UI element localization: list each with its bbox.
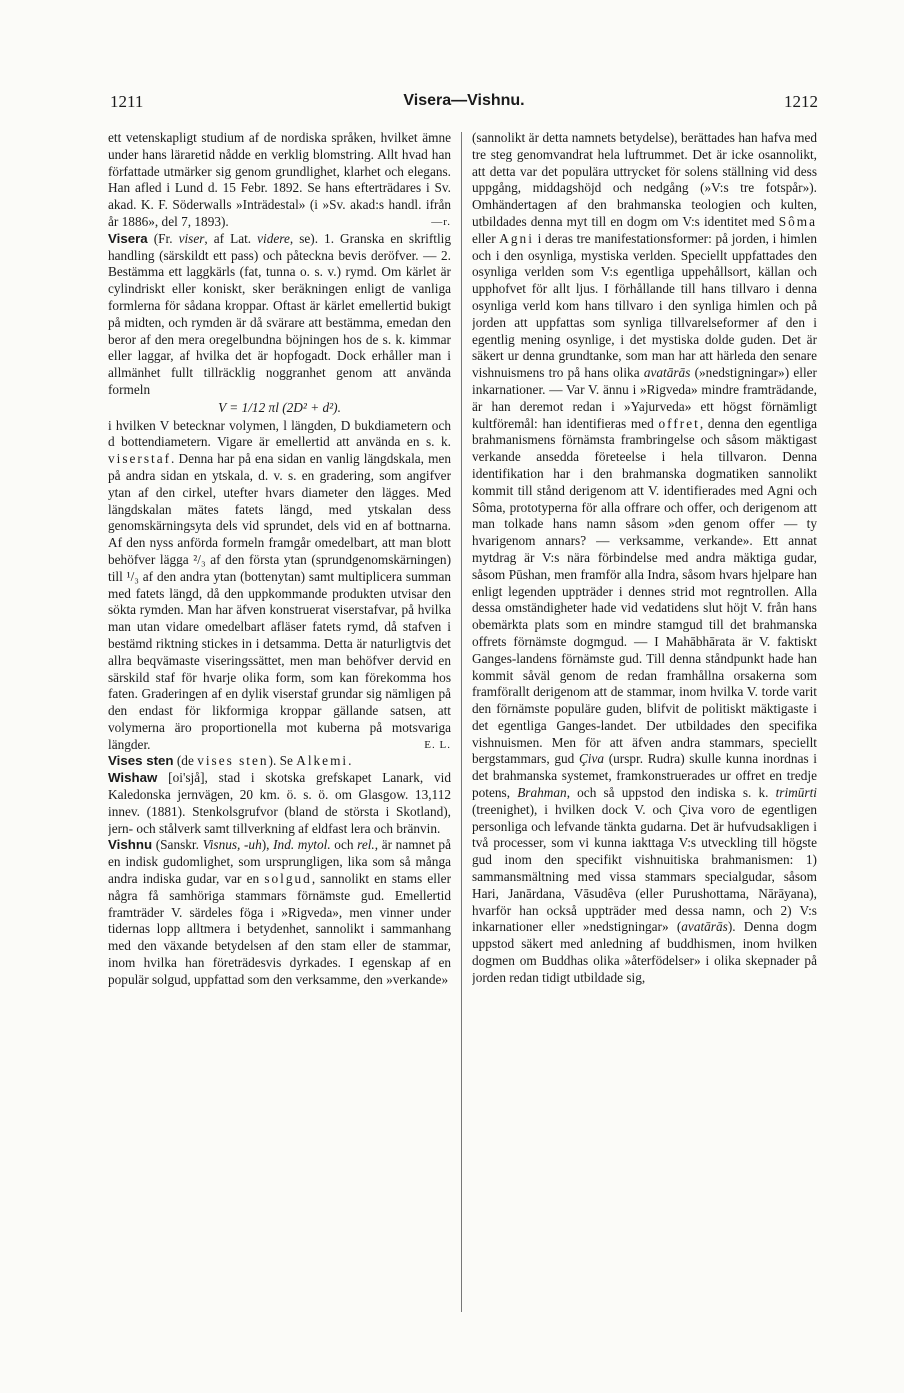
- page-number-right: 1212: [784, 92, 818, 111]
- cross-reference: Alkemi: [296, 753, 349, 769]
- entry-visera-cont: i hvilken V betecknar volymen, l längden, D bukdiametern och d bottendiametern. Vigare är emellertid att använda en s. k. viserstaf. Denna har på ena sidan en vanlig längdskala, men på andra sidan en ytskala, d. v. s. en gradering, som angifver ytan af den cirkel, utefter hvars diameter den lägges. Med längdskalan mätes fatets längd, med ytskalan dess genomskärningsyta dels vid sprundet, dels vid en af bottnarna. Af den nyss anförda formeln framgår omedelbart, att man blott behöfver lägga ²/₃ af den första ytan (sprundgenomskärningen) till ¹/₃ af den andra ytan (bottenytan) samt multiplicera summan med fatets längd, då den uppkommande produkten utvisar den sökta rymden. Man har äfven konstruerat viserstafvar, på hvilka man utan vidare omedelbart afläser fatets rymd, då stafven i bestämd riktning stickes in i detsamma. Detta är naturligtvis det allra beqvämaste viseringssättet, men man behöfver dervid en särskild staf för hvarje olika form, som kan förekomma hos faten. Graderingen af en dylik viserstaf grundar sig nämligen på den endast för likformiga kroppar gällande satsen, att volymerna äro proportionella mot kuberna på motsvariga längder. E. L.: [108, 417, 451, 752]
- page-number-left: 1211: [110, 92, 144, 111]
- headword-vises-sten: Vises sten: [108, 753, 174, 769]
- right-column: [472, 130, 817, 1370]
- entry-vishnu-cont: (sannolikt är detta namnets betydelse), berättades han hafva med tre steg genomvandrat hela luftrummet. Det är icke osannolikt, att detta var det populära uttrycket för solens ställning vid dess uppgång, middagshöjd och nedgång (»V:s tre fotspår»). Omhändertagen af den brahmanska teologien och kulten, utbildades denna myt till en dogm om V:s identitet med Sôma eller Agni i deras tre manifestationsformer: på jorden, i himlen och i den osynliga, mystiska verlden. Speciellt uppfattades den osynliga verlden som V:s egentliga uppehållsort, källan och upphofvet för allt ljus. I förhållande till hans tillvaro i denna osynliga verld kom hans tillvaro i den synliga himlen och på jorden att uppfattas som synliga tillvarelseformer af den i egentlig mening osynlige, i det mystiska dolde guden. Det är säkert ur denna grundtanke, som man har att härleda den senare vishnuismens tro på hans olika avatārās (»nedstigningar») eller inkarnationer. — Var V. ännu i »Rigveda» mindre framträdande, är han deremot redan i »Yajurveda» ett högst förnämligt kultföremål: han identifieras med offret, denna den egentliga brahmanismens förnämsta frambringelse och såsom mäktigast verkande ansedda företeelse i hela tillvaron. Denna identifikation har i den brahmanska dogmatiken sannolikt kommit till stånd derigenom att V. identifierades med Agni och Sôma, prototyperna för alla offrare och offer, och derigenom att man tolkade hans namn såsom »den genom offer — ty hvarigenom annars? — verksamme, verkande». Ett annat mytdrag är V:s nära förbindelse med andra mäktiga gudar, såsom Pūshan, men framför alla Indra, såsom hvars hjelpare han enligt legenden uppträder i dennes strid mot regntrollen. Alla dessa omständigheter hade vid vedatidens slut höjt V. från hans obemärkta plats som en mindre stamgud till det brahmanska offrets förnämste dogmgud. — I Mahābhārata är V. faktiskt Ganges-landens förnämste gud. Till denna ståndpunkt hade han kommit såväl genom de redan framhållna orsakerna som framförallt derigenom att de stammar, inom hvilka V. torde varit den förnämste populäre guden, blifvit de politiskt mäktigaste i det egentliga Ganges-landet. Der utbildades den specifika vishnuismen. Men för att äfven andra stammars, speciellt bergstammars, gud Çiva (urspr. Rudra) skulle kunna inordnas i det brahmanska systemet, framkonstruerades ur offret en tredje potens, Brahman, och så uppstod den indiska s. k. trimūrti (treenighet), i hvilken dock V. och Çiva voro de egentligen personliga och lefvande tänkta gudarna. Det är hufvudsakligen i två processer, som vi kunna iakttaga V:s utveckling till högste gud inom den specifikt vishnuitiska brahmanismen: 1) sammansmältning med vissa stammars specialgudar, såsom Hari, Janārdana, Vāsudêva (eller Purushottama, Nārāyana), hvarför han också uppträder med dessa namn, och 2) V:s inkarnationer eller »nedstigningar» (avatārās). Denna dogm uppstod säkert med anledning af buddhismen, inom hvilken dogmen om Buddhas olika »återfödelser» i olika skepnader på jorden redan tidigt utbildade sig,: [472, 130, 817, 985]
- entry-wishaw: Wishaw [oi'sjå], stad i skotska grefskapet Lanark, vid Kaledonska jernvägen, 20 km. ö. s. ö. om Glasgow. 13,112 innev. (1881). Stenkolsgrufvor (bland de största i Skotland), jern- och stålverk samt tillverkning af eldfast lera och bränvin.: [108, 770, 451, 836]
- running-title: Visera—Vishnu.: [403, 92, 525, 109]
- left-column: [108, 130, 451, 1370]
- entry-vises-sten: Vises sten (de vises sten). Se Alkemi.: [108, 753, 352, 769]
- signature: E. L.: [424, 738, 451, 751]
- entry-visera: Visera (Fr. viser, af Lat. videre, se). 1. Granska en skriftlig handling (särskildt ett pass) och påteckna bevis deröfver. — 2. Bestämma ett laggkärls (fat, tunna o. s. v.) rymd. Om kärlet är cylindriskt eller koniskt, sker beräkningen enligt de vanliga formlerna för sådana kroppar. Oftast är kärlet emellertid bukigt på midten, och rymden är då svärare att bestämma, emedan den beror af den mera oregelbundna böjningen hos de s. k. kimmar eller laggar, af hvilka det är hopfogadt. Dock erhåller man i allmänhet fullt tillräcklig noggranhet genom att använda formeln: [108, 230, 451, 397]
- paragraph-wimmer-end: ett vetenskapligt studium af de nordiska språken, hvilket ämne under hans läraretid nådde en verklig blomstring. Allt hvad han författade utmärker sig genom grundlighet, klarhet och elegans. Han afled i Lund d. 15 Febr. 1892. Se hans efterträdares i Sv. akad. K. F. Söderwalls »Inträdestal» (i »Sv. akad:s handl. ifrån år 1886», del 7, 1893). —r.: [108, 130, 451, 229]
- volume-formula: V = 1/12 πl (2D² + d²).: [218, 399, 341, 415]
- signature: —r.: [431, 215, 451, 228]
- headword-wishaw: Wishaw: [108, 770, 158, 786]
- headword-visera: Visera: [108, 230, 148, 246]
- column-divider: [461, 132, 462, 1312]
- headword-vishnu: Vishnu: [108, 837, 153, 853]
- entry-vishnu: Vishnu (Sanskr. Visnus, -uh), Ind. mytol. och rel., är namnet på en indisk gudomlighet, som ursprungligen, lika som så många andra indiska gudar, var en solgud, sannolikt en stams eller några få samhöriga stammars förnämste gud. Emellertid framträder V. särdeles föga i »Rigveda», men vinner under tidernas lopp alltmera i betydenhet, sannolikt i sammanhang med den växande betydelsen af den stam eller de stammar, inom hvilka han företrädesvis dyrkades. I egenskap af en populär solgud, uppfattad som den verksamme, den »verkande»: [108, 837, 451, 987]
- running-header: [110, 92, 818, 116]
